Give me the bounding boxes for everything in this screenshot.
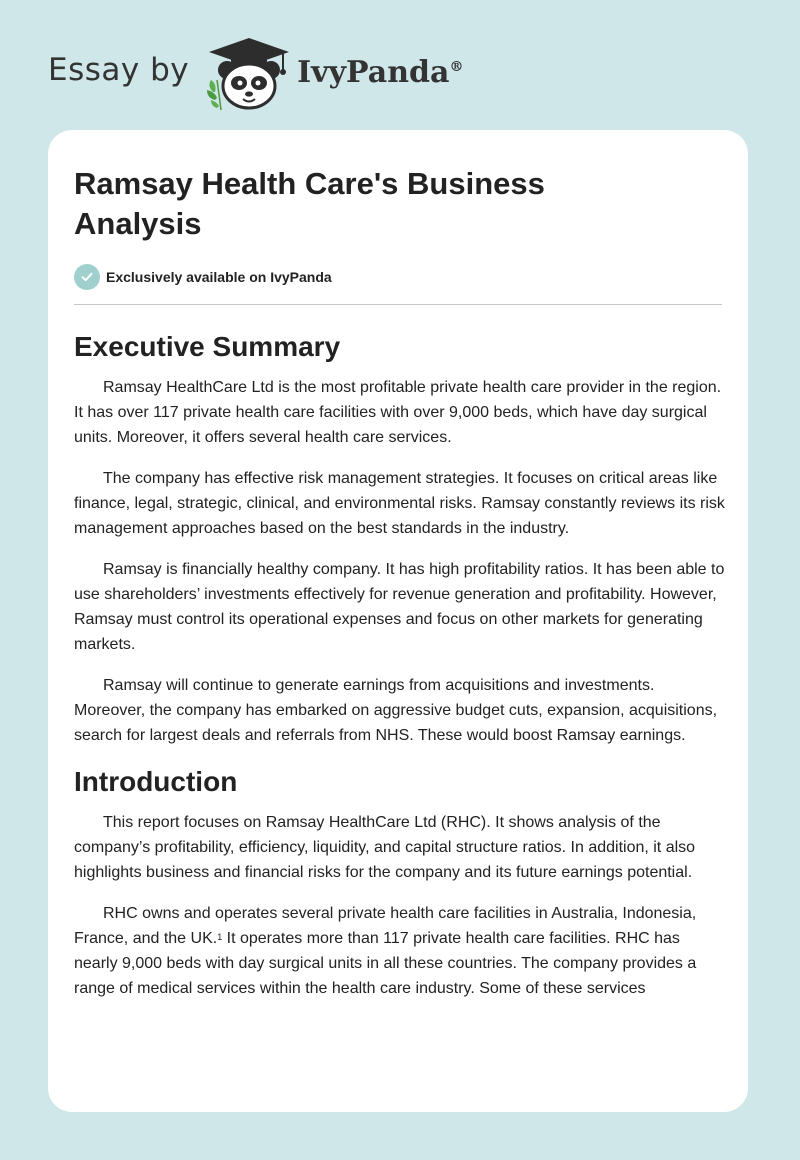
section-heading-executive-summary: Executive Summary: [74, 331, 341, 362]
brand-name[interactable]: [297, 55, 463, 90]
page-title: Ramsay Health Care's Business Analysis: [74, 166, 545, 241]
paragraph: Ramsay is financially healthy company. It has high profitability ratios. It has been able to use shareholders’ investments effectively for revenue generation and profitability. However, Ramsay must control its operational expenses and focus on other markets for generating markets.: [74, 561, 725, 653]
registered-mark: ®: [449, 58, 464, 75]
site-header: [48, 34, 463, 114]
paragraph-with-footnote: [74, 901, 726, 1001]
footnote-marker[interactable]: 1: [217, 932, 223, 942]
exclusive-label: Exclusively available on IvyPanda: [106, 269, 332, 285]
paragraph-text: It operates more than 117 private health care facilities. RHC has nearly 9,000 beds with day surgical units in all these countries. The company provides a range of medical services within the health care industry. Some of these services: [74, 930, 697, 997]
divider: [74, 304, 722, 305]
essay-card: [48, 130, 748, 1112]
section-heading-introduction: Introduction: [74, 766, 238, 797]
check-icon: [74, 264, 100, 290]
panda-logo-icon[interactable]: [203, 36, 295, 112]
paragraph: This report focuses on Ramsay HealthCare Ltd (RHC). It shows analysis of the company’s profitability, efficiency, liquidity, and capital structure ratios. In addition, it also highlights business and financial risks for the company and its future earnings potential.: [74, 814, 696, 881]
exclusive-badge: [74, 264, 722, 290]
essay-by-label: Essay by: [48, 52, 190, 88]
paragraph: Ramsay will continue to generate earnings from acquisitions and investments. Moreover, the company has embarked on aggressive budget cuts, expansion, acquisitions, search for largest deals and referrals from NHS. These would boost Ramsay earnings.: [74, 677, 718, 744]
paragraph-text: RHC owns and operates several private health care facilities in Australia, Indonesia, France, and the UK.: [74, 905, 697, 947]
paragraph: The company has effective risk management strategies. It focuses on critical areas like finance, legal, strategic, clinical, and environmental risks. Ramsay constantly reviews its risk management approaches based on the best standards in the industry.: [74, 470, 725, 537]
brand-text: IvyPanda: [297, 54, 450, 90]
paragraph: Ramsay HealthCare Ltd is the most profitable private health care provider in the region. It has over 117 private health care facilities with over 9,000 beds, which have day surgical units. Moreover, it offers several health care services.: [74, 379, 722, 446]
